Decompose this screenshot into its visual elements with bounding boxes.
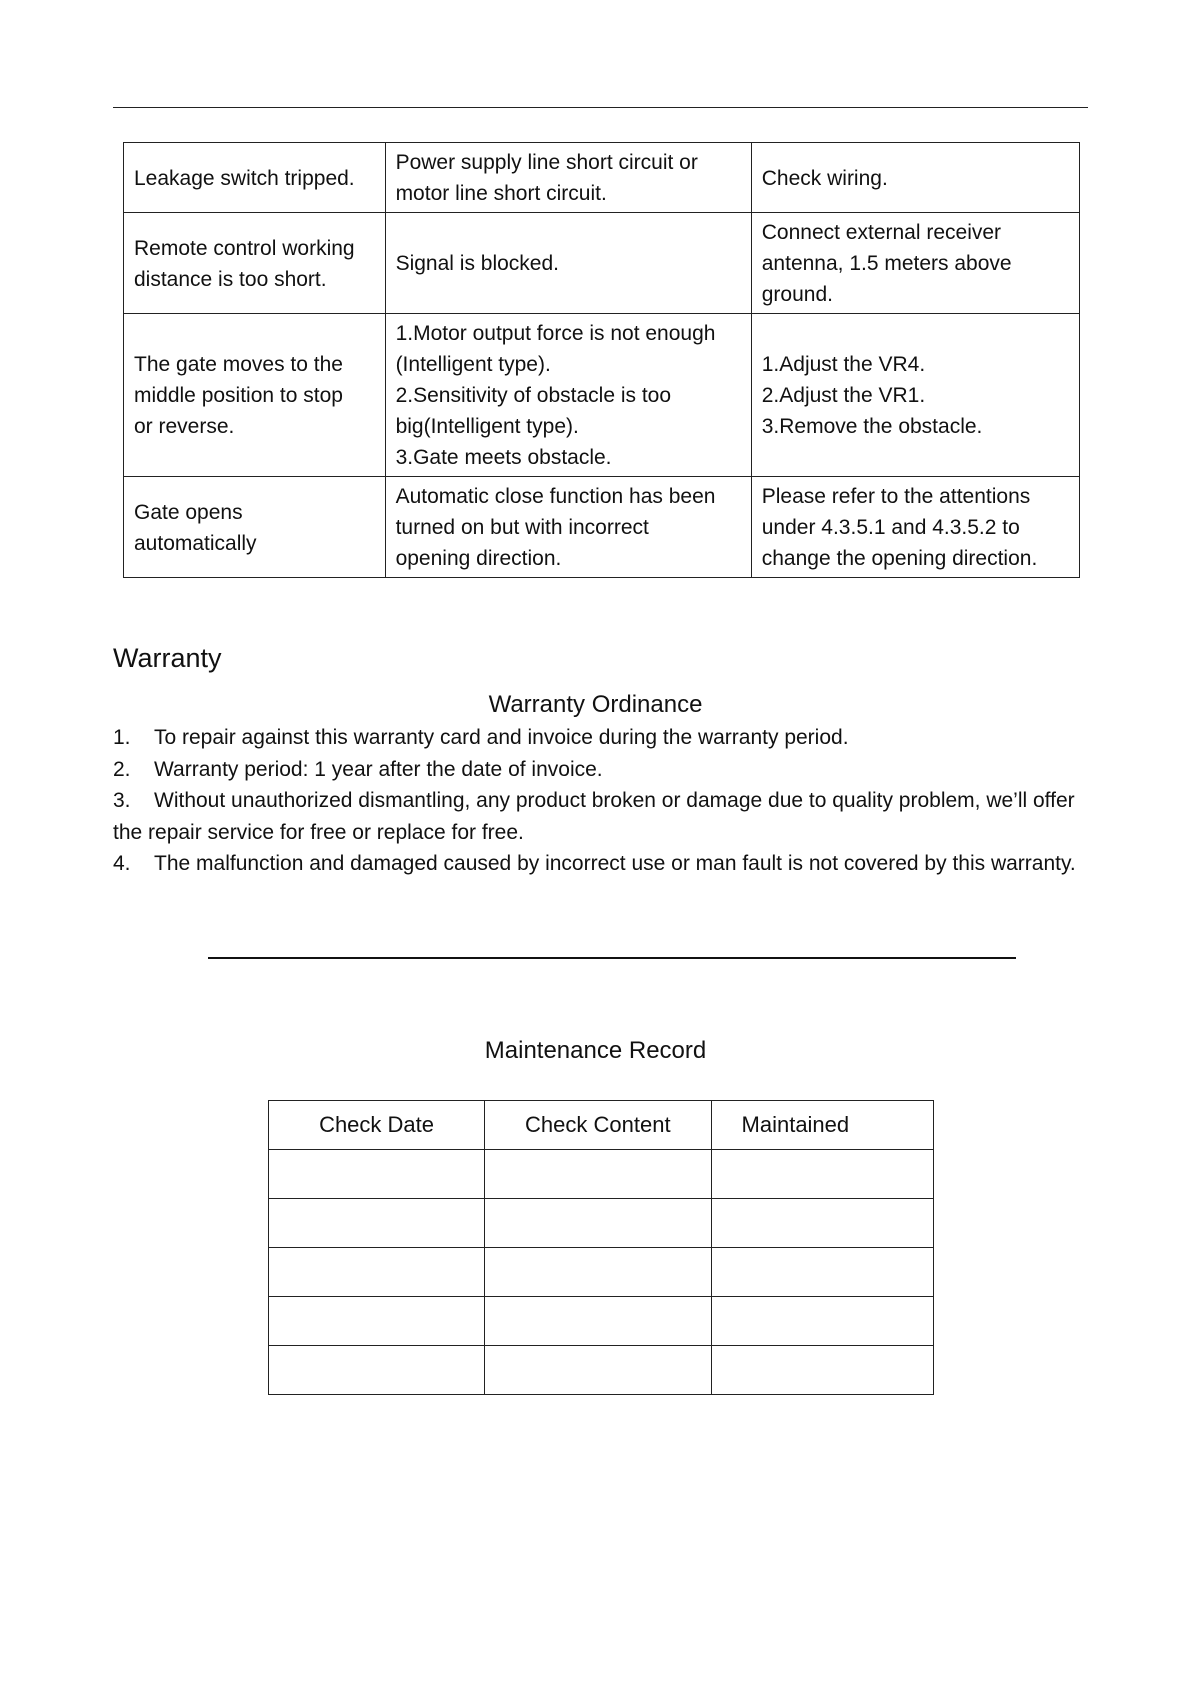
table-cell[interactable] bbox=[269, 1346, 485, 1395]
item-number: 3. bbox=[113, 789, 131, 812]
table-cell[interactable] bbox=[711, 1150, 933, 1199]
cause-cell: Automatic close function has been turned on but with incorrect opening direction. bbox=[385, 477, 751, 578]
item-number: 4. bbox=[113, 852, 131, 875]
table-cell[interactable] bbox=[485, 1346, 711, 1395]
item-text: Warranty period: 1 year after the date of invoice. bbox=[154, 757, 603, 781]
table-row bbox=[269, 1248, 934, 1297]
problem-cell: Leakage switch tripped. bbox=[124, 143, 386, 213]
item-text: To repair against this warranty card and invoice during the warranty period. bbox=[154, 726, 849, 749]
list-item bbox=[113, 722, 1093, 754]
table-cell[interactable] bbox=[485, 1199, 711, 1248]
maintenance-record-title: Maintenance Record bbox=[484, 1037, 707, 1064]
page-header-rule bbox=[113, 107, 1088, 108]
solution-cell: Connect external receiver antenna, 1.5 meters above ground. bbox=[751, 213, 1079, 314]
item-text: The malfunction and damaged caused by incorrect use or man fault is not covered by this warranty. bbox=[154, 852, 1076, 875]
solution-cell: Check wiring. bbox=[751, 143, 1079, 213]
table-row bbox=[269, 1150, 934, 1199]
warranty-heading: Warranty bbox=[113, 643, 222, 673]
list-item bbox=[113, 754, 1093, 786]
table-cell[interactable] bbox=[269, 1297, 485, 1346]
solution-cell: Please refer to the attentions under 4.3.5.1 and 4.3.5.2 to change the opening direction. bbox=[751, 477, 1079, 578]
section-divider bbox=[208, 957, 1016, 959]
problem-cell: Gate opens automatically bbox=[124, 477, 386, 578]
table-cell[interactable] bbox=[711, 1297, 933, 1346]
table-cell[interactable] bbox=[711, 1346, 933, 1395]
warranty-list bbox=[113, 722, 1093, 880]
table-cell[interactable] bbox=[485, 1248, 711, 1297]
problem-cell: Remote control working distance is too short. bbox=[124, 213, 386, 314]
table-row bbox=[269, 1297, 934, 1346]
column-header-maintained: Maintained bbox=[711, 1101, 933, 1150]
column-header-check-content: Check Content bbox=[485, 1101, 711, 1150]
cause-cell: Signal is blocked. bbox=[385, 213, 751, 314]
troubleshooting-table bbox=[123, 142, 1080, 578]
table-header-row bbox=[269, 1101, 934, 1150]
solution-cell: 1.Adjust the VR4. 2.Adjust the VR1. 3.Remove the obstacle. bbox=[751, 314, 1079, 477]
table-row bbox=[124, 213, 1080, 314]
cause-cell: Power supply line short circuit or motor line short circuit. bbox=[385, 143, 751, 213]
table-cell[interactable] bbox=[711, 1248, 933, 1297]
problem-cell: The gate moves to the middle position to stop or reverse. bbox=[124, 314, 386, 477]
table-row bbox=[269, 1199, 934, 1248]
item-number: 2. bbox=[113, 757, 131, 781]
table-cell[interactable] bbox=[711, 1199, 933, 1248]
maintenance-record-table bbox=[268, 1100, 934, 1395]
cause-cell: 1.Motor output force is not enough (Intelligent type). 2.Sensitivity of obstacle is too big(Intelligent type). 3.Gate meets obstacle. bbox=[385, 314, 751, 477]
table-row bbox=[124, 477, 1080, 578]
item-text: Without unauthorized dismantling, any product broken or damage due to quality problem, we’ll offer the repair service for free or replace for free. bbox=[113, 789, 1075, 844]
table-row bbox=[124, 314, 1080, 477]
table-cell[interactable] bbox=[485, 1150, 711, 1199]
list-item bbox=[113, 848, 1093, 880]
table-cell[interactable] bbox=[269, 1248, 485, 1297]
table-row bbox=[124, 143, 1080, 213]
list-item bbox=[113, 785, 1093, 848]
table-cell[interactable] bbox=[269, 1150, 485, 1199]
table-row bbox=[269, 1346, 934, 1395]
item-number: 1. bbox=[113, 726, 131, 749]
table-cell[interactable] bbox=[485, 1297, 711, 1346]
column-header-check-date: Check Date bbox=[269, 1101, 485, 1150]
table-cell[interactable] bbox=[269, 1199, 485, 1248]
warranty-ordinance-title: Warranty Ordinance bbox=[488, 691, 703, 718]
